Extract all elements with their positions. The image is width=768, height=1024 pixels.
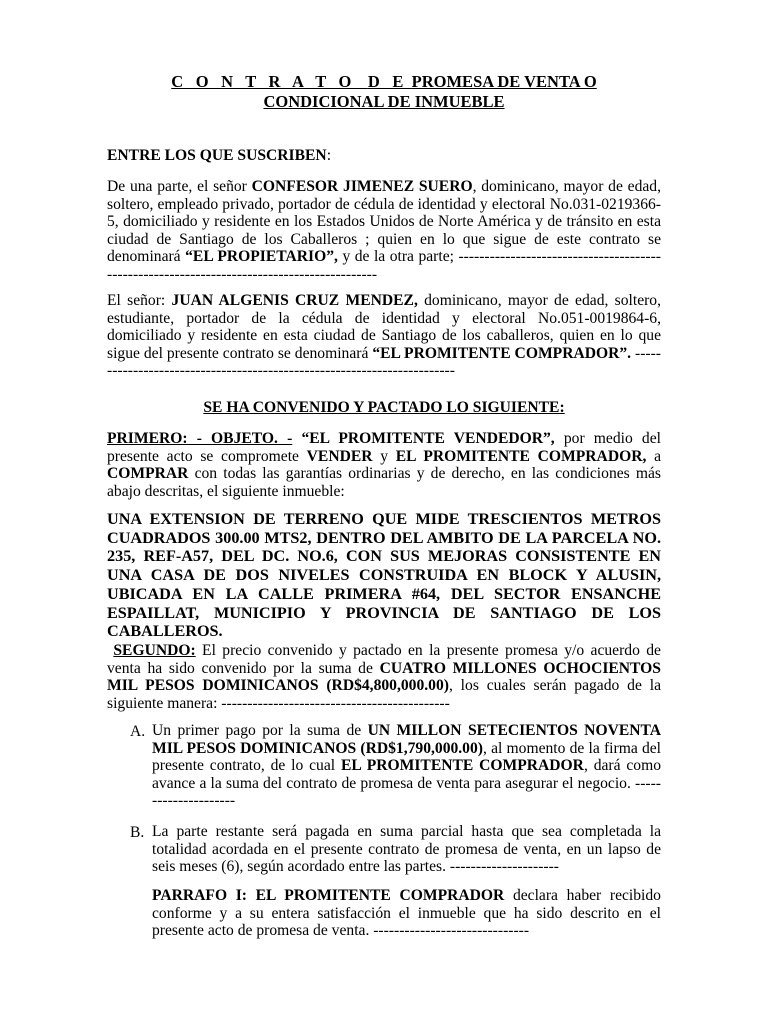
item-a-text-3: , dará como avance a la suma del contrato de promesa de venta para asegurar el negocio. --------------------- [152, 757, 661, 809]
party1-paragraph [107, 178, 661, 283]
parrafo-1-label: PARRAFO I: EL PROMITENTE COMPRADOR [152, 887, 505, 904]
convenido-heading [107, 398, 661, 417]
title-spaced-word-1: C O N T R A T O [171, 72, 356, 91]
primero-comprador: EL PROMITENTE COMPRADOR, [395, 447, 647, 465]
parrafo-1-text: declara haber recibido conforme y a su entera satisfacción el inmueble que ha sido descrito en el presente acto de promesa de venta. ------------------------------ [152, 887, 661, 939]
segundo-text-2: , los cuales serán pagado de la siguiente manera: -------------------------------------------- [107, 677, 661, 712]
party2-text-2: dominicano, mayor de edad, soltero, estudiante, portador de la cédula de identidad y electoral No.051-0019864-6, domiciliado y residente en esta ciudad de Santiago de los caballeros, quien en lo que sigue del presente contrato se denominará [107, 292, 662, 362]
primero-text-4: con todas las garantías ordinarias y de derecho, en las condiciones más abajo descritas, el siguiente inmueble: [107, 465, 661, 500]
convenido-heading-text: SE HA CONVENIDO Y PACTADO LO SIGUIENTE: [203, 399, 565, 416]
item-b-marker: B. [130, 824, 145, 841]
party2-text-3: ------------------------------------------------------------------------ [107, 344, 661, 379]
segundo-text-1: El precio convenido y pactado en la presente promesa y/o acuerdo de venta ha sido convenido por la suma de [107, 642, 661, 677]
item-a-text-1: Un primer pago por la suma de [152, 722, 368, 739]
item-a-marker: A. [130, 723, 146, 740]
primero-paragraph [107, 430, 661, 500]
inmueble-text: UNA EXTENSION DE TERRENO QUE MIDE TRESCIENTOS METROS CUADRADOS 300.00 MTS2, DENTRO DEL AMBITO DE LA PARCELA NO. 235, REF-A57, DEL DC. NO.6, CON SUS MEJORAS CONSISTENTE EN UNA CASA DE DOS NIVELES CONSTRUIDA EN BLOCK Y ALUSIN, UBICADA EN LA CALLE PRIMERA #64, DEL SECTOR ENSANCHE ESPAILLAT, MUNICIPIO Y PROVINCIA DE SANTIAGO DE LOS CABALLEROS. [107, 510, 661, 641]
segundo-paragraph [107, 642, 661, 712]
title-line-2: CONDICIONAL DE INMUEBLE [263, 92, 505, 111]
primero-comprar: COMPRAR [107, 465, 189, 482]
title-line-1-rest: PROMESA DE VENTA O [411, 72, 597, 91]
intro-heading-text: ENTRE LOS QUE SUSCRIBEN [107, 147, 327, 164]
segundo-label: SEGUNDO: [113, 642, 196, 659]
parrafo-1-paragraph [152, 887, 661, 940]
primero-label: PRIMERO: - OBJETO. - [107, 430, 293, 447]
primero-vendedor: “EL PROMITENTE VENDEDOR”, [301, 430, 555, 447]
item-a-text-2: , al momento de la firma del presente contrato, de lo cual [152, 739, 661, 774]
item-a-amount: UN MILLON SETECIENTOS NOVENTA MIL PESOS DOMINICANOS (RD$1,790,000.00) [152, 722, 661, 757]
party2-role: “EL PROMITENTE COMPRADOR”. [372, 344, 632, 362]
party2-name: JUAN ALGENIS CRUZ MENDEZ, [171, 292, 418, 309]
party2-text-1: El señor: [107, 292, 172, 309]
document-title [100, 72, 668, 112]
title-line-1 [100, 72, 668, 92]
primero-text-2: y [372, 447, 396, 465]
intro-heading [107, 146, 661, 165]
party1-text-2: , dominicano, mayor de edad, soltero, empleado privado, portador de cédula de identidad y electoral No.031-0219366-5, domiciliado y residente en los Estados Unidos de Norte América y de tránsito en esta ciudad de Santiago de los Caballeros ; quien en lo que sigue de este contrato se denominará [107, 178, 661, 265]
party1-text-1: De una parte, el señor [107, 178, 252, 195]
primero-text-1: por medio del presente acto se compromete [107, 430, 661, 465]
inmueble-description [107, 510, 661, 641]
party2-paragraph [107, 292, 661, 380]
title-spaced-word-2: D E [367, 72, 408, 91]
primero-text-3: a [646, 447, 662, 465]
segundo-amount: CUATRO MILLONES OCHOCIENTOS MIL PESOS DOMINICANOS (RD$4,800,000.00) [107, 659, 661, 694]
party1-name: CONFESOR JIMENEZ SUERO [251, 178, 473, 195]
item-a-paragraph [152, 722, 661, 810]
item-a-comprador: EL PROMITENTE COMPRADOR [340, 757, 584, 774]
party1-role: “EL PROPIETARIO”, [185, 248, 338, 265]
party1-text-3: y de la otra parte; ------------------------------------------------------------------------------------------- [107, 248, 661, 283]
intro-colon: : [326, 147, 332, 164]
item-b-paragraph: La parte restante será pagada en suma parcial hasta que sea completada la totalidad acordada en el presente contrato de promesa de venta, en un lapso de seis meses (6), según acordado entre las partes. --------------------- [152, 823, 661, 875]
primero-vender: VENDER [306, 447, 373, 465]
